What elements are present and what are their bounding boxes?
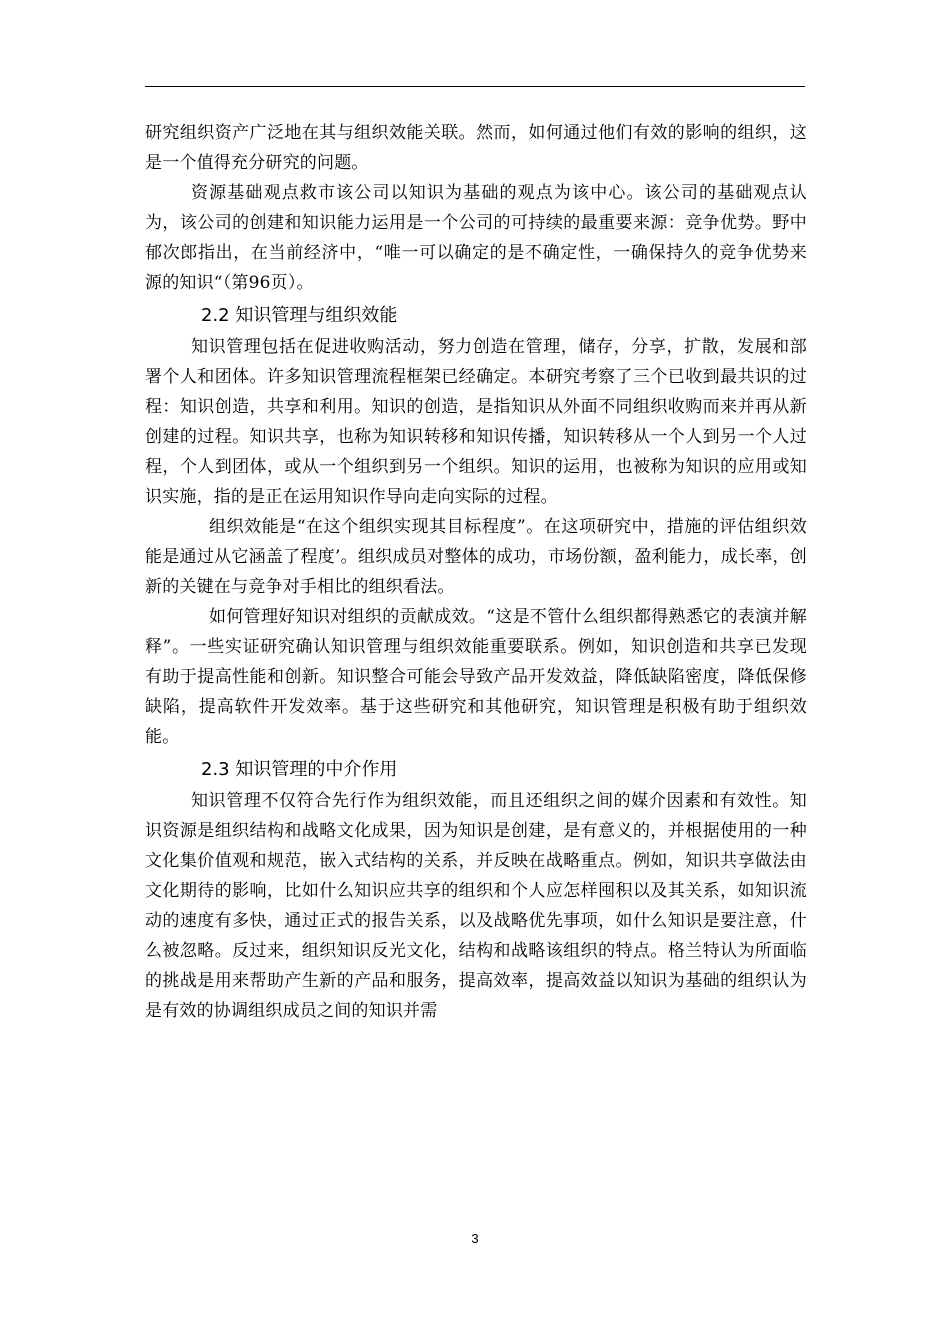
section-heading-2-3: 2.3 知识管理的中介作用 bbox=[201, 759, 398, 780]
section-heading-2-2: 2.2 知识管理与组织效能 bbox=[201, 305, 398, 326]
paragraph-intro-1: 研究组织资产广泛地在其与组织效能关联。然而，如何通过他们有效的影响的组织，这是一个值得充分研究的问题。 bbox=[145, 123, 807, 173]
paragraph-2-3-1: 知识管理不仅符合先行作为组织效能，而且还组织之间的媒介因素和有效性。知识资源是组织结构和战略文化成果，因为知识是创建，是有意义的，并根据使用的一种文化集价值观和规范，嵌入式结构的关系，并反映在战略重点。例如，知识共享做法由文化期待的影响，比如什么知识应共享的组织和个人应怎样囤积以及其关系，如知识流动的速度有多快，通过正式的报告关系，以及战略优先事项，如什么知识是要注意，什么被忽略。反过来，组织知识反光文化，结构和战略该组织的特点。格兰特认为所面临的挑战是用来帮助产生新的产品和服务，提高效率，提高效益以知识为基础的组织认为是有效的协调组织成员之间的知识并需 bbox=[145, 791, 807, 1021]
document-body bbox=[145, 118, 807, 1026]
page-number: 3 bbox=[471, 1231, 479, 1246]
paragraph-intro-2: 资源基础观点救市该公司以知识为基础的观点为该中心。该公司的基础观点认为，该公司的创建和知识能力运用是一个公司的可持续的最重要来源：竞争优势。野中郁次郎指出，在当前经济中，“唯一可以确定的是不确定性，一确保持久的竞争优势来源的知识“（第96页）。 bbox=[145, 183, 807, 293]
paragraph-2-2-1: 知识管理包括在促进收购活动，努力创造在管理，储存，分享，扩散，发展和部署个人和团体。许多知识管理流程框架已经确定。本研究考察了三个已收到最共识的过程：知识创造，共享和利用。知识的创造，是指知识从外面不同组织收购而来并再从新创建的过程。知识共享，也称为知识转移和知识传播，知识转移从一个人到另一个人过程，个人到团体，或从一个组织到另一个组织。知识的运用，也被称为知识的应用或知识实施，指的是正在运用知识作导向走向实际的过程。 bbox=[145, 337, 807, 507]
header-rule bbox=[145, 86, 805, 87]
paragraph-2-2-3: 如何管理好知识对组织的贡献成效。“这是不管什么组织都得熟悉它的表演并解释”。一些实证研究确认知识管理与组织效能重要联系。例如，知识创造和共享已发现有助于提高性能和创新。知识整合可能会导致产品开发效益，降低缺陷密度，降低保修缺陷，提高软件开发效率。基于这些研究和其他研究，知识管理是积极有助于组织效能。 bbox=[145, 607, 807, 747]
paragraph-2-2-2: 组织效能是“在这个组织实现其目标程度”。在这项研究中，措施的评估组织效能是通过从它涵盖了程度’。组织成员对整体的成功，市场份额，盈利能力，成长率，创新的关键在与竞争对手相比的组织看法。 bbox=[145, 517, 807, 597]
